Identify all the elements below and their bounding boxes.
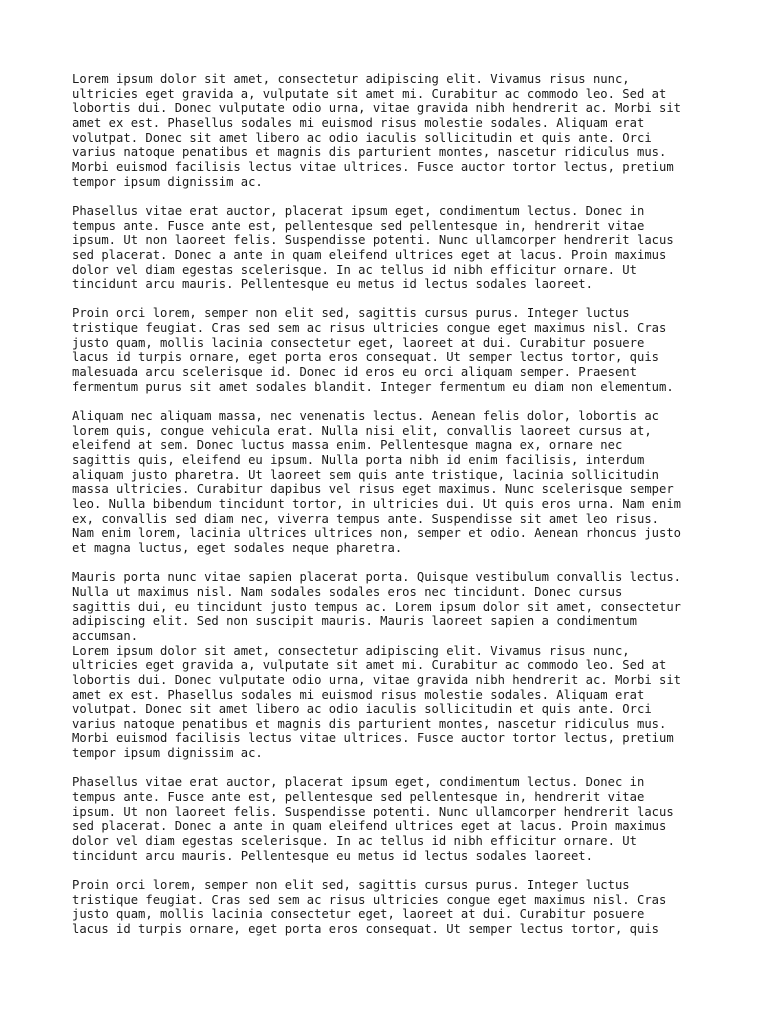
document-page — [72, 72, 712, 937]
paragraph-6: Lorem ipsum dolor sit amet, consectetur adipiscing elit. Vivamus risus nunc, ultricies eget gravida a, vulputate sit amet mi. Curabitur ac commodo leo. Sed at lobortis dui. Donec vulputate odio urna, vitae gravida nibh hendrerit ac. Morbi sit amet ex est. Phasellus sodales mi euismod risus molestie sodales. Aliquam erat volutpat. Donec sit amet libero ac odio iaculis sollicitudin et quis ante. Orci varius natoque penatibus et magnis dis parturient montes, nascetur ridiculus mus. Morbi euismod facilisis lectus vitae ultrices. Fusce auctor tortor lectus, pretium tempor ipsum dignissim ac. — [72, 643, 682, 761]
paragraph-5: Mauris porta nunc vitae sapien placerat porta. Quisque vestibulum convallis lectus. Nulla ut maximus nisl. Nam sodales sodales eros nec tincidunt. Donec cursus sagittis dui, eu tincidunt justo tempus ac. Lorem ipsum dolor sit amet, consectetur adipiscing elit. Sed non suscipit mauris. Mauris laoreet sapien a condimentum accumsan. — [72, 570, 682, 643]
paragraph-1: Lorem ipsum dolor sit amet, consectetur adipiscing elit. Vivamus risus nunc, ultricies eget gravida a, vulputate sit amet mi. Curabitur ac commodo leo. Sed at lobortis dui. Donec vulputate odio urna, vitae gravida nibh hendrerit ac. Morbi sit amet ex est. Phasellus sodales mi euismod risus molestie sodales. Aliquam erat volutpat. Donec sit amet libero ac odio iaculis sollicitudin et quis ante. Orci varius natoque penatibus et magnis dis parturient montes, nascetur ridiculus mus. Morbi euismod facilisis lectus vitae ultrices. Fusce auctor tortor lectus, pretium tempor ipsum dignissim ac. — [72, 72, 682, 189]
paragraph-3: Proin orci lorem, semper non elit sed, sagittis cursus purus. Integer luctus tristique feugiat. Cras sed sem ac risus ultricies congue eget maximus nisl. Cras justo quam, mollis lacinia consectetur eget, laoreet at dui. Curabitur posuere lacus id turpis ornare, eget porta eros consequat. Ut semper lectus tortor, quis malesuada arcu scelerisque id. Donec id eros eu orci aliquam semper. Praesent fermentum purus sit amet sodales blandit. Integer fermentum eu diam non elementum. — [72, 306, 674, 394]
paragraph-7: Phasellus vitae erat auctor, placerat ipsum eget, condimentum lectus. Donec in tempus ante. Fusce ante est, pellentesque sed pellentesque in, hendrerit vitae ipsum. Ut non laoreet felis. Suspendisse potenti. Nunc ullamcorper hendrerit lacus sed placerat. Donec a ante in quam eleifend ultrices eget at lacus. Proin maximus dolor vel diam egestas scelerisque. In ac tellus id nibh efficitur ornare. Ut tincidunt arcu mauris. Pellentesque eu metus id lectus sodales laoreet. — [72, 775, 674, 863]
paragraph-8: Proin orci lorem, semper non elit sed, sagittis cursus purus. Integer luctus tristique feugiat. Cras sed sem ac risus ultricies congue eget maximus nisl. Cras justo quam, mollis lacinia consectetur eget, laoreet at dui. Curabitur posuere lacus id turpis ornare, eget porta eros consequat. Ut semper lectus tortor, quis — [72, 878, 667, 936]
paragraph-2: Phasellus vitae erat auctor, placerat ipsum eget, condimentum lectus. Donec in tempus ante. Fusce ante est, pellentesque sed pellentesque in, hendrerit vitae ipsum. Ut non laoreet felis. Suspendisse potenti. Nunc ullamcorper hendrerit lacus sed placerat. Donec a ante in quam eleifend ultrices eget at lacus. Proin maximus dolor vel diam egestas scelerisque. In ac tellus id nibh efficitur ornare. Ut tincidunt arcu mauris. Pellentesque eu metus id lectus sodales laoreet. — [72, 203, 674, 292]
paragraph-4: Aliquam nec aliquam massa, nec venenatis lectus. Aenean felis dolor, lobortis ac lorem quis, congue vehicula erat. Nulla nisi elit, convallis laoreet cursus at, eleifend at sem. Donec luctus massa enim. Pellentesque magna ex, ornare nec sagittis quis, eleifend eu ipsum. Nulla porta nibh id enim facilisis, interdum aliquam justo pharetra. Ut laoreet sem quis ante tristique, lacinia sollicitudin massa ultricies. Curabitur dapibus vel risus eget maximus. Nunc scelerisque semper leo. Nulla bibendum tincidunt tortor, in ultricies dui. Ut quis eros urna. Nam enim ex, convallis sed diam nec, viverra tempus ante. Suspendisse sit amet leo risus. Nam enim lorem, lacinia ultrices ultrices non, semper et odio. Aenean rhoncus justo et magna luctus, eget sodales neque pharetra. — [72, 409, 682, 555]
